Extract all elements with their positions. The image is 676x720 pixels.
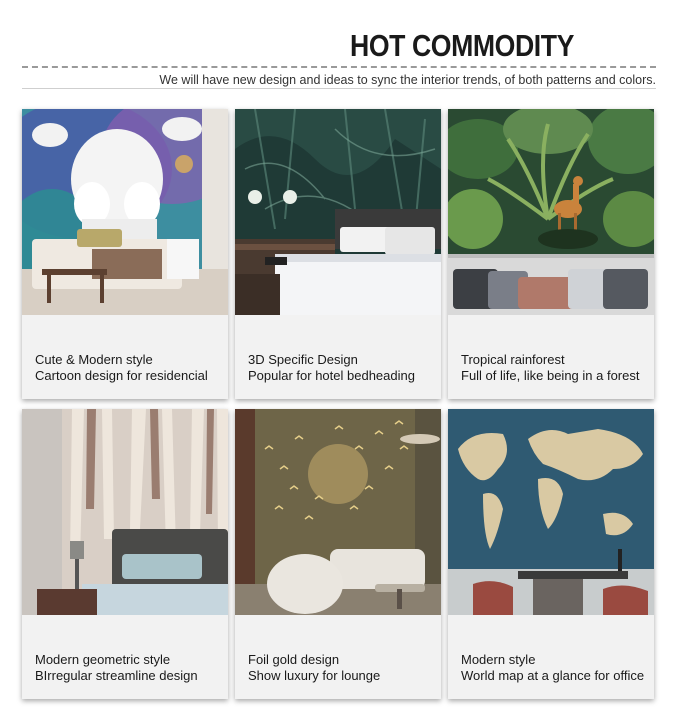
product-caption bbox=[35, 352, 208, 384]
product-card-tropical[interactable] bbox=[448, 109, 654, 399]
product-caption bbox=[461, 652, 644, 684]
product-card-world-map[interactable] bbox=[448, 409, 654, 699]
solid-divider bbox=[22, 88, 656, 89]
page-title: HOT COMMODITY bbox=[350, 28, 574, 63]
product-description: Full of life, like being in a forest bbox=[461, 368, 640, 383]
product-style: Foil gold design bbox=[248, 652, 340, 667]
product-image-world-map-office bbox=[448, 409, 654, 615]
product-caption bbox=[248, 652, 380, 684]
product-style: Modern geometric style bbox=[35, 652, 171, 667]
product-card-foil-gold[interactable] bbox=[235, 409, 441, 699]
product-image-geometric-bedroom bbox=[22, 409, 228, 615]
dashed-divider bbox=[22, 66, 656, 68]
product-caption bbox=[248, 352, 415, 384]
product-image-hotel-bedroom bbox=[235, 109, 441, 315]
product-card-cartoon[interactable] bbox=[22, 109, 228, 399]
product-image-gold-lounge bbox=[235, 409, 441, 615]
product-image-jungle-bedroom bbox=[448, 109, 654, 315]
product-style: Cute & Modern style bbox=[35, 352, 153, 367]
product-style: 3D Specific Design bbox=[248, 352, 358, 367]
product-style: Modern style bbox=[461, 652, 536, 667]
product-style: Tropical rainforest bbox=[461, 352, 565, 367]
product-description: Show luxury for lounge bbox=[248, 668, 381, 683]
product-caption bbox=[35, 652, 198, 684]
product-description: BIrregular streamline design bbox=[35, 668, 198, 683]
product-description: Popular for hotel bedheading bbox=[248, 368, 415, 383]
product-card-3d[interactable] bbox=[235, 109, 441, 399]
product-description: Cartoon design for residencial bbox=[35, 368, 208, 383]
header bbox=[0, 0, 676, 100]
page-subtitle: We will have new design and ideas to sync the interior trends, of both patterns and colors. bbox=[159, 73, 656, 87]
product-image-cartoon-bedroom bbox=[22, 109, 228, 315]
product-card-geometric[interactable] bbox=[22, 409, 228, 699]
product-caption bbox=[461, 352, 639, 384]
product-description: World map at a glance for office bbox=[461, 668, 645, 683]
